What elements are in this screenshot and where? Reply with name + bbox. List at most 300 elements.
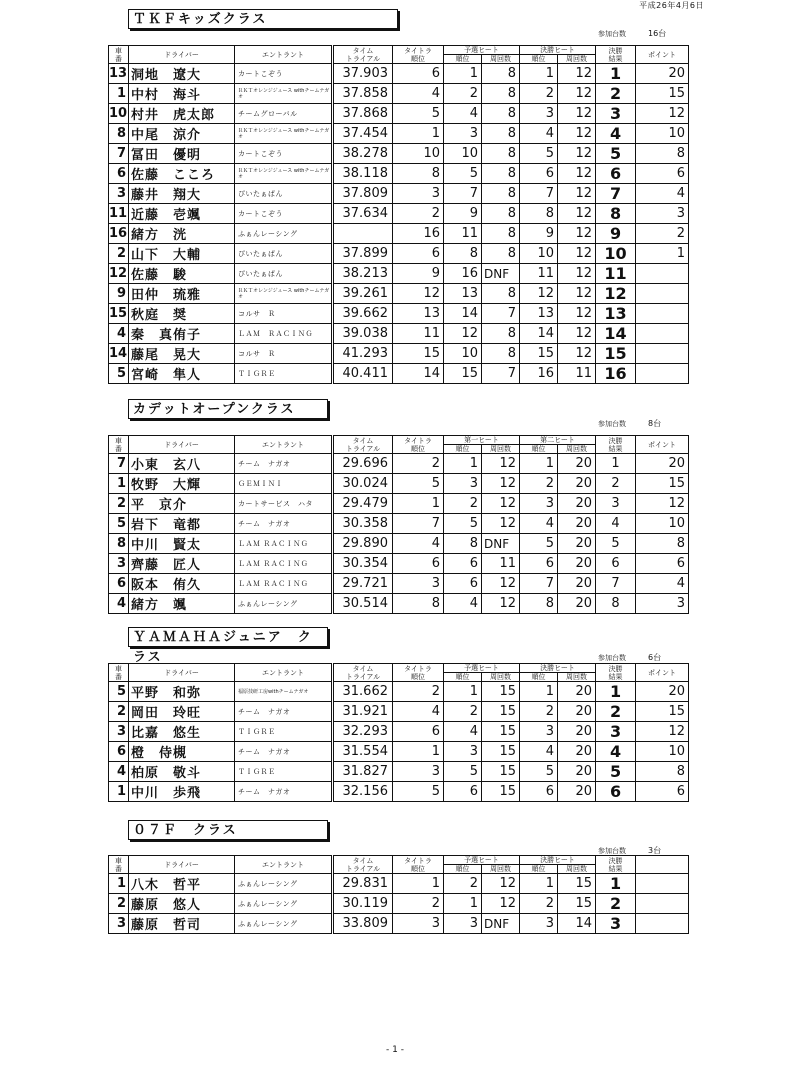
final-result: 16 xyxy=(596,364,636,384)
driver-name: 近藤 壱颯 xyxy=(129,204,235,224)
driver-name: 平 京介 xyxy=(129,494,235,514)
header-heat2-laps: 周回数 xyxy=(558,673,596,682)
header-final-result: 決勝 結果 xyxy=(596,46,636,64)
heat1-laps: 8 xyxy=(482,224,520,244)
final-result: 5 xyxy=(596,144,636,164)
final-result: 15 xyxy=(596,344,636,364)
heat1-laps: 15 xyxy=(482,722,520,742)
entrant: 福原技研工房withチームナガオ xyxy=(235,682,333,702)
heat1-rank: 6 xyxy=(444,554,482,574)
car-number: 4 xyxy=(109,594,129,614)
tt-rank: 11 xyxy=(393,324,444,344)
heat2-laps: 12 xyxy=(558,64,596,84)
car-number: 3 xyxy=(109,722,129,742)
header-time-trial: タイム トライアル xyxy=(333,856,393,874)
car-number: 1 xyxy=(109,782,129,802)
header-heat2: 決勝ヒート xyxy=(520,664,596,673)
points: 10 xyxy=(636,514,689,534)
heat2-laps: 14 xyxy=(558,914,596,934)
table-row xyxy=(109,144,689,164)
tt-rank: 4 xyxy=(393,702,444,722)
entrant: カートこぞう xyxy=(235,204,333,224)
heat2-rank: 7 xyxy=(520,184,558,204)
entrant: カートサービス ハタ xyxy=(235,494,333,514)
car-number: 2 xyxy=(109,244,129,264)
car-number: 16 xyxy=(109,224,129,244)
driver-name: 秦 真侑子 xyxy=(129,324,235,344)
points: 6 xyxy=(636,164,689,184)
final-result: 2 xyxy=(596,894,636,914)
driver-name: 藤原 哲司 xyxy=(129,914,235,934)
tt-rank: 13 xyxy=(393,304,444,324)
car-number: 14 xyxy=(109,344,129,364)
final-result: 11 xyxy=(596,264,636,284)
heat1-rank: 5 xyxy=(444,514,482,534)
heat1-laps: 12 xyxy=(482,594,520,614)
table-row xyxy=(109,204,689,224)
header-driver: ドライバー xyxy=(129,436,235,454)
entrant: ＲＫＴオレンジジュース withチームナガオ xyxy=(235,164,333,184)
heat1-rank: 12 xyxy=(444,324,482,344)
heat2-laps: 11 xyxy=(558,364,596,384)
table-row xyxy=(109,364,689,384)
points: 10 xyxy=(636,124,689,144)
entrant: カートこぞう xyxy=(235,144,333,164)
time-trial: 31.662 xyxy=(333,682,393,702)
time-trial: 37.809 xyxy=(333,184,393,204)
points xyxy=(636,284,689,304)
points xyxy=(636,344,689,364)
table-row xyxy=(109,474,689,494)
final-result: 7 xyxy=(596,574,636,594)
participant-count: 16台 xyxy=(648,29,667,38)
points xyxy=(636,914,689,934)
time-trial: 39.662 xyxy=(333,304,393,324)
heat1-laps: 8 xyxy=(482,344,520,364)
heat1-laps: DNF xyxy=(482,264,520,284)
heat1-laps: 15 xyxy=(482,762,520,782)
heat2-laps: 20 xyxy=(558,554,596,574)
heat1-rank: 3 xyxy=(444,474,482,494)
heat2-rank: 5 xyxy=(520,762,558,782)
final-result: 14 xyxy=(596,324,636,344)
points: 1 xyxy=(636,244,689,264)
heat2-laps: 12 xyxy=(558,124,596,144)
heat2-rank: 7 xyxy=(520,574,558,594)
time-trial: 33.809 xyxy=(333,914,393,934)
header-heat1: 予選ヒート xyxy=(444,856,520,865)
heat2-rank: 6 xyxy=(520,554,558,574)
tt-rank: 3 xyxy=(393,914,444,934)
points: 6 xyxy=(636,782,689,802)
heat1-rank: 3 xyxy=(444,914,482,934)
header-heat2-rank: 順位 xyxy=(520,865,558,874)
table-row xyxy=(109,494,689,514)
final-result: 5 xyxy=(596,534,636,554)
table-row xyxy=(109,702,689,722)
heat1-laps: 7 xyxy=(482,304,520,324)
header-car-no: 車 番 xyxy=(109,46,129,64)
car-number: 5 xyxy=(109,682,129,702)
final-result: 3 xyxy=(596,494,636,514)
car-number: 3 xyxy=(109,554,129,574)
time-trial: 30.514 xyxy=(333,594,393,614)
results-table xyxy=(108,663,689,802)
header-driver: ドライバー xyxy=(129,46,235,64)
heat2-laps: 12 xyxy=(558,304,596,324)
final-result: 13 xyxy=(596,304,636,324)
header-heat1-rank: 順位 xyxy=(444,865,482,874)
heat1-laps: 8 xyxy=(482,64,520,84)
driver-name: 岩下 竜都 xyxy=(129,514,235,534)
heat1-rank: 10 xyxy=(444,344,482,364)
table-row xyxy=(109,454,689,474)
final-result: 3 xyxy=(596,722,636,742)
time-trial: 38.213 xyxy=(333,264,393,284)
entrant: ＴＩＧＲＥ xyxy=(235,722,333,742)
header-heat1: 予選ヒート xyxy=(444,664,520,673)
heat2-rank: 6 xyxy=(520,782,558,802)
header-heat1-laps: 周回数 xyxy=(482,673,520,682)
document-date: 平成26年4月6日 xyxy=(639,1,704,10)
heat1-rank: 11 xyxy=(444,224,482,244)
results-table xyxy=(108,435,689,614)
driver-name: 佐藤 こころ xyxy=(129,164,235,184)
points: 15 xyxy=(636,474,689,494)
car-number: 1 xyxy=(109,874,129,894)
heat1-rank: 2 xyxy=(444,84,482,104)
results-table xyxy=(108,855,689,934)
participant-count: 8台 xyxy=(648,419,662,428)
table-row xyxy=(109,742,689,762)
time-trial: 32.156 xyxy=(333,782,393,802)
driver-name: 小東 玄八 xyxy=(129,454,235,474)
heat1-rank: 9 xyxy=(444,204,482,224)
time-trial: 31.554 xyxy=(333,742,393,762)
heat1-laps: 15 xyxy=(482,782,520,802)
tt-rank: 2 xyxy=(393,682,444,702)
tt-rank: 8 xyxy=(393,164,444,184)
heat1-laps: DNF xyxy=(482,914,520,934)
heat1-rank: 1 xyxy=(444,894,482,914)
header-heat1-rank: 順位 xyxy=(444,55,482,64)
car-number: 9 xyxy=(109,284,129,304)
driver-name: 藤原 悠人 xyxy=(129,894,235,914)
time-trial: 29.721 xyxy=(333,574,393,594)
heat2-rank: 11 xyxy=(520,264,558,284)
heat2-laps: 12 xyxy=(558,204,596,224)
tt-rank: 2 xyxy=(393,454,444,474)
table-row xyxy=(109,164,689,184)
points xyxy=(636,364,689,384)
time-trial: 30.354 xyxy=(333,554,393,574)
final-result: 1 xyxy=(596,682,636,702)
heat1-laps: 8 xyxy=(482,324,520,344)
heat1-laps: 7 xyxy=(482,364,520,384)
heat1-laps: 8 xyxy=(482,244,520,264)
heat1-rank: 8 xyxy=(444,244,482,264)
heat2-rank: 2 xyxy=(520,702,558,722)
time-trial: 37.858 xyxy=(333,84,393,104)
header-points: ポイント xyxy=(636,664,689,682)
time-trial: 39.261 xyxy=(333,284,393,304)
tt-rank: 4 xyxy=(393,534,444,554)
header-driver: ドライバー xyxy=(129,856,235,874)
entrant: コルサ Ｒ xyxy=(235,344,333,364)
car-number: 6 xyxy=(109,574,129,594)
heat1-rank: 5 xyxy=(444,762,482,782)
points: 15 xyxy=(636,84,689,104)
entrant: ＬＡＭ ＲＡＣＩＮＧ xyxy=(235,574,333,594)
header-tt-rank: タイトラ 順位 xyxy=(393,664,444,682)
points: 3 xyxy=(636,594,689,614)
table-row xyxy=(109,264,689,284)
results-table xyxy=(108,45,689,384)
heat2-laps: 12 xyxy=(558,164,596,184)
class-title: ＴＫＦキッズクラス xyxy=(128,9,398,29)
time-trial: 31.827 xyxy=(333,762,393,782)
car-number: 5 xyxy=(109,514,129,534)
entrant: チームグローバル xyxy=(235,104,333,124)
header-entrant: エントラント xyxy=(235,664,333,682)
table-row xyxy=(109,284,689,304)
driver-name: 八木 哲平 xyxy=(129,874,235,894)
table-row xyxy=(109,304,689,324)
header-entrant: エントラント xyxy=(235,46,333,64)
time-trial: 29.831 xyxy=(333,874,393,894)
table-row xyxy=(109,244,689,264)
time-trial: 32.293 xyxy=(333,722,393,742)
heat2-laps: 12 xyxy=(558,104,596,124)
heat1-laps: 12 xyxy=(482,574,520,594)
time-trial: 30.119 xyxy=(333,894,393,914)
time-trial: 37.868 xyxy=(333,104,393,124)
driver-name: 中村 海斗 xyxy=(129,84,235,104)
points: 12 xyxy=(636,494,689,514)
tt-rank: 15 xyxy=(393,344,444,364)
header-final-result: 決勝 結果 xyxy=(596,436,636,454)
car-number: 3 xyxy=(109,914,129,934)
driver-name: 橙 侍槻 xyxy=(129,742,235,762)
participant-count: 6台 xyxy=(648,653,662,662)
driver-name: 冨田 優明 xyxy=(129,144,235,164)
entrant: ふぁんレーシング xyxy=(235,224,333,244)
heat1-laps: 12 xyxy=(482,474,520,494)
final-result: 5 xyxy=(596,762,636,782)
table-row xyxy=(109,64,689,84)
header-heat1-rank: 順位 xyxy=(444,445,482,454)
class-title: ０７Ｆ クラス xyxy=(128,820,328,840)
entrant: チーム ナガオ xyxy=(235,702,333,722)
heat1-rank: 4 xyxy=(444,594,482,614)
points: 12 xyxy=(636,104,689,124)
table-row xyxy=(109,894,689,914)
tt-rank: 2 xyxy=(393,894,444,914)
points: 15 xyxy=(636,702,689,722)
driver-name: 中尾 涼介 xyxy=(129,124,235,144)
class-title: カデットオープンクラス xyxy=(128,399,328,419)
time-trial: 30.024 xyxy=(333,474,393,494)
entrant: ＬＡＭ ＲＡＣＩＮＧ xyxy=(235,324,333,344)
time-trial: 41.293 xyxy=(333,344,393,364)
header-tt-rank: タイトラ 順位 xyxy=(393,856,444,874)
header-car-no: 車 番 xyxy=(109,436,129,454)
final-result: 4 xyxy=(596,742,636,762)
driver-name: 比嘉 悠生 xyxy=(129,722,235,742)
driver-name: 藤尾 晃大 xyxy=(129,344,235,364)
tt-rank: 3 xyxy=(393,762,444,782)
entrant: ＬＡＭ ＲＡＣＩＮＧ xyxy=(235,554,333,574)
car-number: 8 xyxy=(109,534,129,554)
car-number: 2 xyxy=(109,894,129,914)
tt-rank: 6 xyxy=(393,244,444,264)
header-heat2: 決勝ヒート xyxy=(520,46,596,55)
driver-name: 秋庭 奨 xyxy=(129,304,235,324)
entrant: ぴいたぁぱん xyxy=(235,184,333,204)
time-trial: 37.634 xyxy=(333,204,393,224)
driver-name: 牧野 大輝 xyxy=(129,474,235,494)
header-heat1: 予選ヒート xyxy=(444,46,520,55)
table-row xyxy=(109,722,689,742)
final-result: 2 xyxy=(596,474,636,494)
table-row xyxy=(109,574,689,594)
heat1-rank: 3 xyxy=(444,742,482,762)
entrant: チーム ナガオ xyxy=(235,514,333,534)
heat1-rank: 1 xyxy=(444,454,482,474)
heat2-laps: 20 xyxy=(558,722,596,742)
table-row xyxy=(109,84,689,104)
header-heat2: 決勝ヒート xyxy=(520,856,596,865)
heat2-laps: 12 xyxy=(558,84,596,104)
heat1-rank: 2 xyxy=(444,874,482,894)
heat1-laps: DNF xyxy=(482,534,520,554)
header-heat2-laps: 周回数 xyxy=(558,55,596,64)
table-row xyxy=(109,324,689,344)
driver-name: 平野 和弥 xyxy=(129,682,235,702)
driver-name: 柏原 敬斗 xyxy=(129,762,235,782)
heat2-rank: 3 xyxy=(520,104,558,124)
heat2-rank: 12 xyxy=(520,284,558,304)
points: 10 xyxy=(636,742,689,762)
car-number: 5 xyxy=(109,364,129,384)
driver-name: 阪本 侑久 xyxy=(129,574,235,594)
time-trial: 29.479 xyxy=(333,494,393,514)
heat1-rank: 13 xyxy=(444,284,482,304)
heat1-rank: 2 xyxy=(444,494,482,514)
heat1-laps: 15 xyxy=(482,702,520,722)
table-row xyxy=(109,124,689,144)
table-row xyxy=(109,594,689,614)
heat1-laps: 8 xyxy=(482,84,520,104)
heat2-laps: 12 xyxy=(558,264,596,284)
driver-name: 洞地 遼大 xyxy=(129,64,235,84)
points: 8 xyxy=(636,762,689,782)
time-trial: 39.038 xyxy=(333,324,393,344)
heat2-rank: 10 xyxy=(520,244,558,264)
heat2-laps: 12 xyxy=(558,284,596,304)
driver-name: 岡田 玲旺 xyxy=(129,702,235,722)
driver-name: 田仲 琉雅 xyxy=(129,284,235,304)
table-row xyxy=(109,782,689,802)
tt-rank: 1 xyxy=(393,494,444,514)
heat1-rank: 14 xyxy=(444,304,482,324)
points: 4 xyxy=(636,184,689,204)
header-heat2-rank: 順位 xyxy=(520,673,558,682)
heat2-rank: 16 xyxy=(520,364,558,384)
heat1-rank: 10 xyxy=(444,144,482,164)
tt-rank: 10 xyxy=(393,144,444,164)
driver-name: 村井 虎太郎 xyxy=(129,104,235,124)
entrant: ＲＫＴオレンジジュース withチームナガオ xyxy=(235,84,333,104)
heat2-rank: 4 xyxy=(520,742,558,762)
heat2-rank: 1 xyxy=(520,874,558,894)
points xyxy=(636,894,689,914)
tt-rank: 5 xyxy=(393,474,444,494)
tt-rank: 1 xyxy=(393,874,444,894)
points: 6 xyxy=(636,554,689,574)
heat1-laps: 12 xyxy=(482,874,520,894)
points: 3 xyxy=(636,204,689,224)
heat2-laps: 12 xyxy=(558,324,596,344)
header-heat1-rank: 順位 xyxy=(444,673,482,682)
header-heat1-laps: 周回数 xyxy=(482,865,520,874)
tt-rank: 1 xyxy=(393,742,444,762)
heat2-laps: 20 xyxy=(558,594,596,614)
heat1-rank: 5 xyxy=(444,164,482,184)
heat2-laps: 20 xyxy=(558,474,596,494)
heat2-rank: 5 xyxy=(520,144,558,164)
heat1-laps: 15 xyxy=(482,742,520,762)
tt-rank: 6 xyxy=(393,722,444,742)
entrant: ふぁんレーシング xyxy=(235,594,333,614)
table-row xyxy=(109,762,689,782)
car-number: 1 xyxy=(109,84,129,104)
header-entrant: エントラント xyxy=(235,856,333,874)
points: 20 xyxy=(636,64,689,84)
entrant: チーム ナガオ xyxy=(235,782,333,802)
table-row xyxy=(109,874,689,894)
driver-name: 緒方 洸 xyxy=(129,224,235,244)
heat1-laps: 8 xyxy=(482,284,520,304)
final-result: 6 xyxy=(596,782,636,802)
heat1-laps: 8 xyxy=(482,104,520,124)
heat2-laps: 12 xyxy=(558,344,596,364)
car-number: 2 xyxy=(109,702,129,722)
entrant: コルサ Ｒ xyxy=(235,304,333,324)
points: 4 xyxy=(636,574,689,594)
heat1-rank: 4 xyxy=(444,104,482,124)
driver-name: 佐藤 駿 xyxy=(129,264,235,284)
car-number: 7 xyxy=(109,144,129,164)
car-number: 4 xyxy=(109,324,129,344)
heat2-rank: 5 xyxy=(520,534,558,554)
tt-rank: 16 xyxy=(393,224,444,244)
car-number: 13 xyxy=(109,64,129,84)
points xyxy=(636,324,689,344)
final-result: 10 xyxy=(596,244,636,264)
final-result: 1 xyxy=(596,874,636,894)
entrant: ＴＩＧＲＥ xyxy=(235,364,333,384)
header-heat1-laps: 周回数 xyxy=(482,55,520,64)
car-number: 2 xyxy=(109,494,129,514)
header-points: ポイント xyxy=(636,46,689,64)
heat1-laps: 8 xyxy=(482,144,520,164)
heat1-laps: 8 xyxy=(482,204,520,224)
heat2-rank: 2 xyxy=(520,474,558,494)
entrant: ふぁんレーシング xyxy=(235,914,333,934)
tt-rank: 3 xyxy=(393,574,444,594)
header-heat2-laps: 周回数 xyxy=(558,445,596,454)
